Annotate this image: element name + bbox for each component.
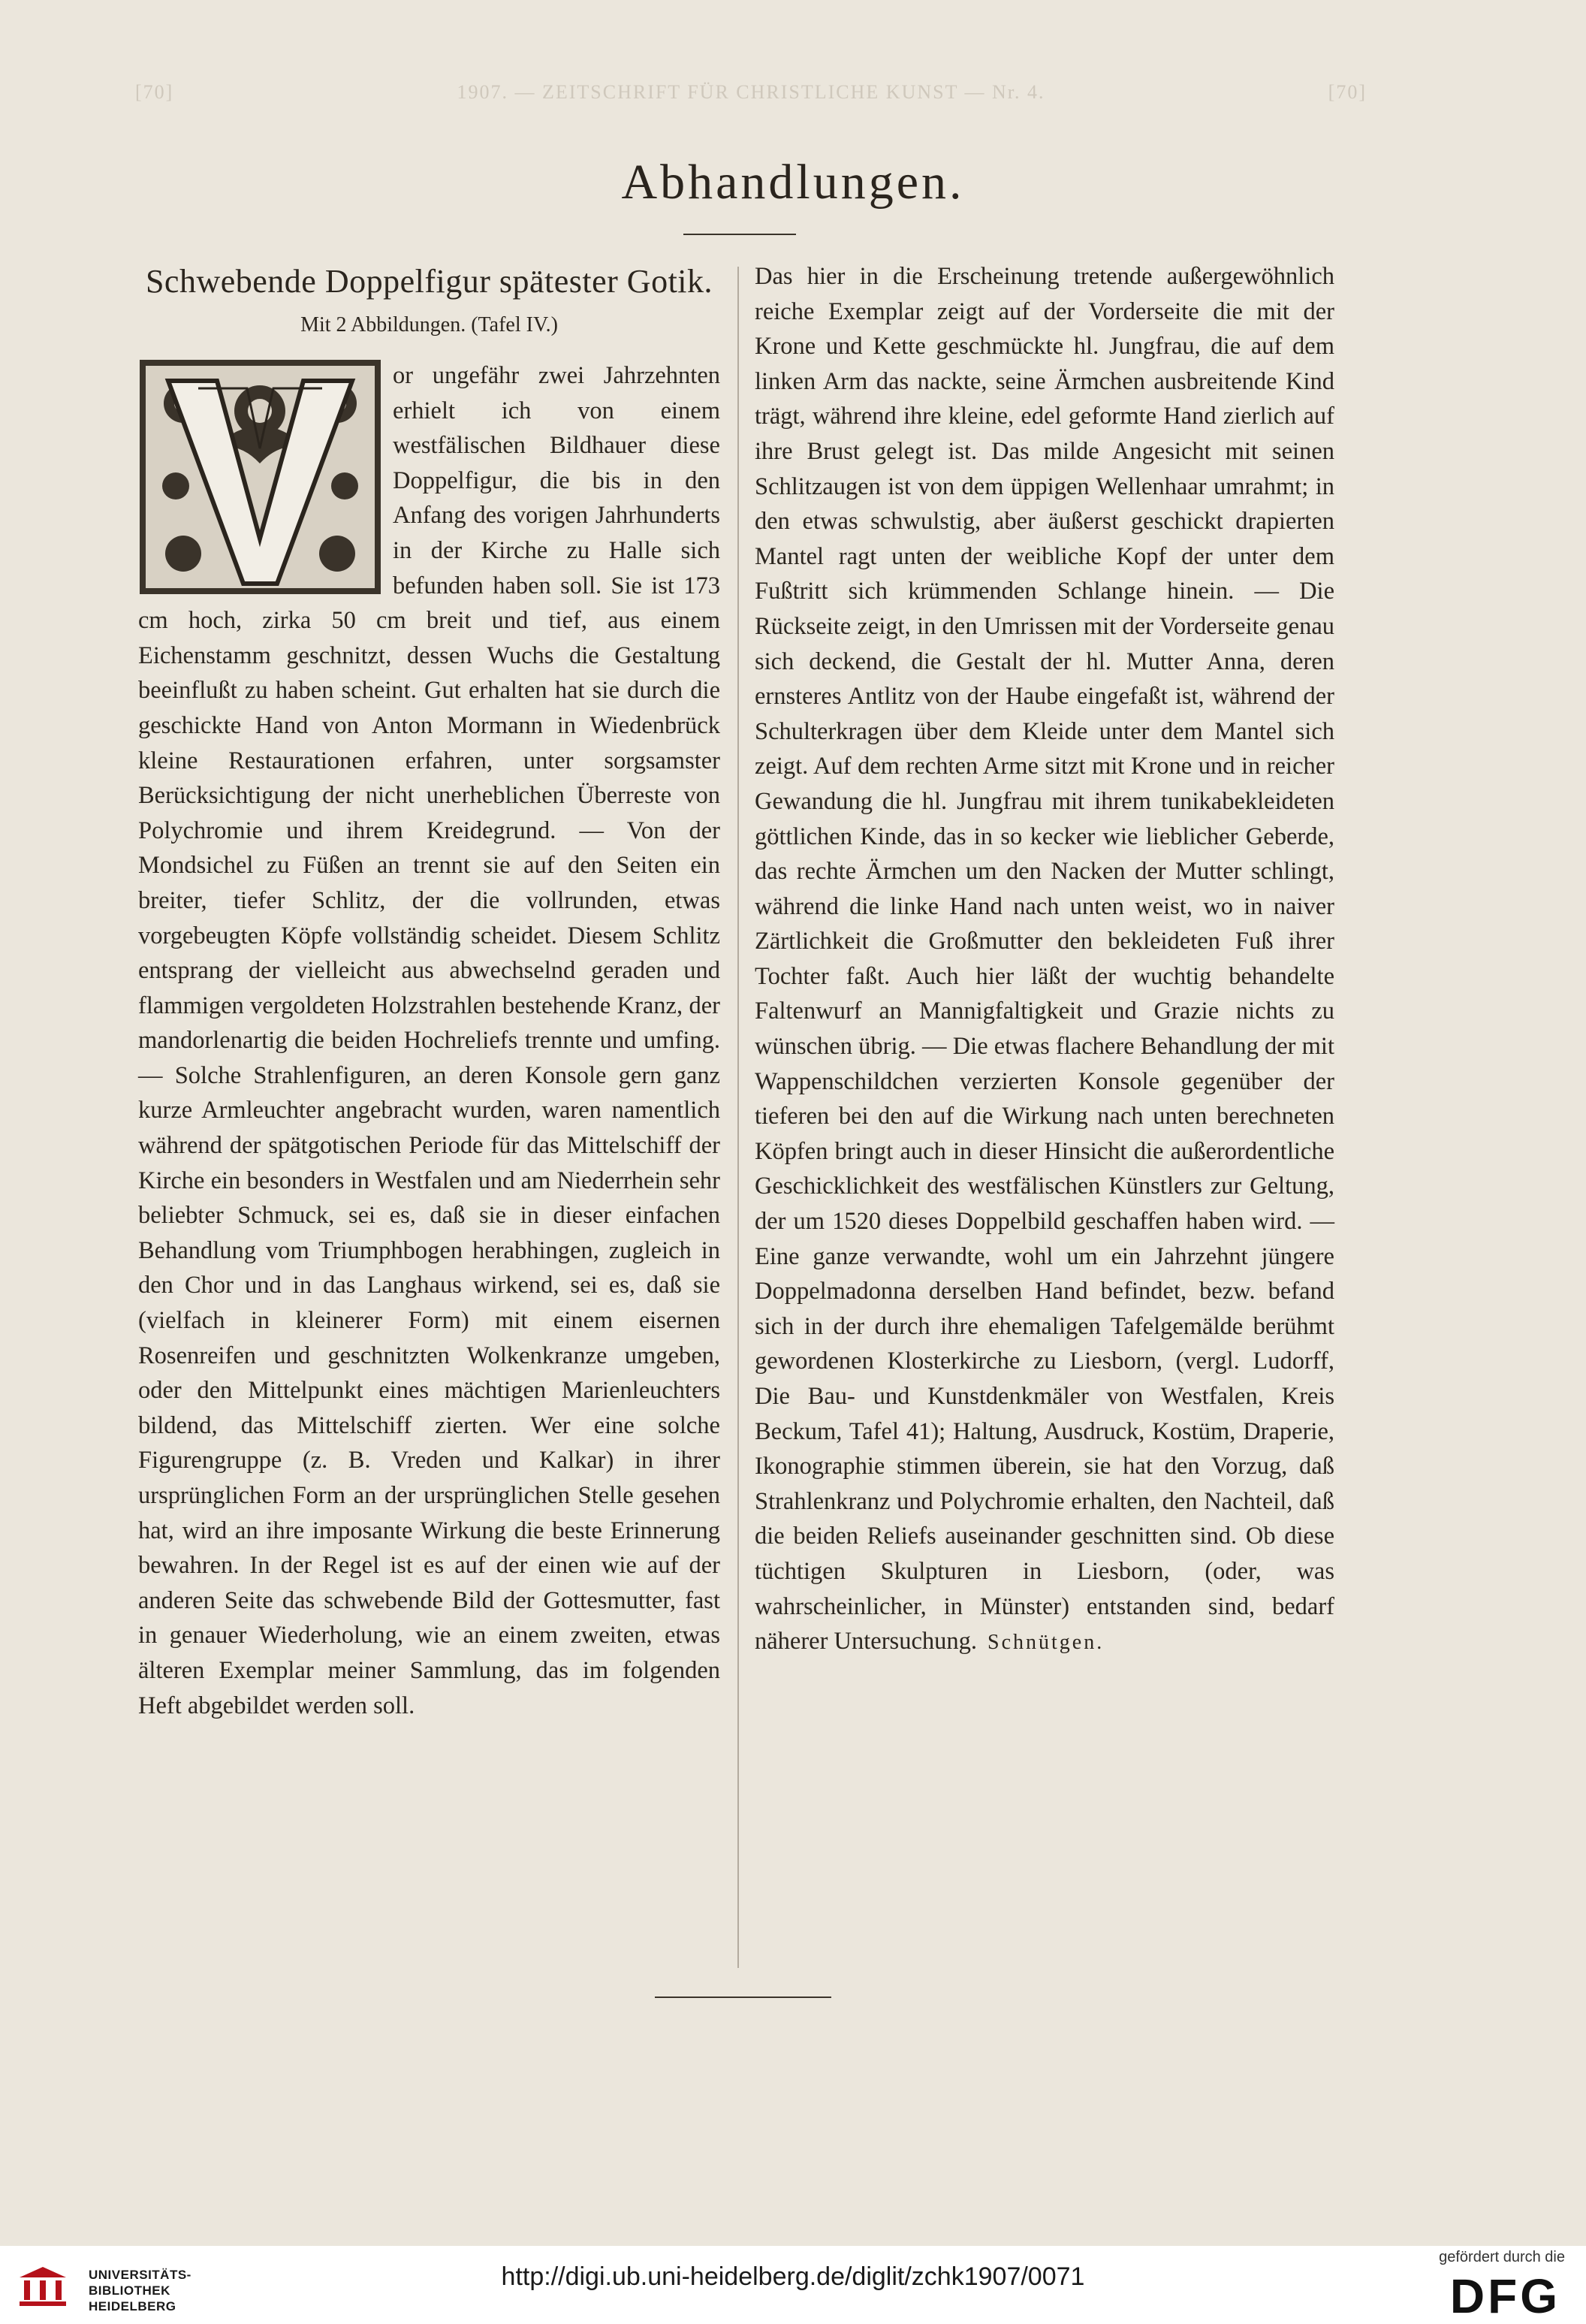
left-column (138, 259, 720, 1723)
dfg-logo: DFG (1449, 2269, 1560, 2323)
left-column-text: or ungefähr zwei Jahrzehnten erhielt ich von einem westfälischen Bildhauer diese Doppelfigur, die bis in den Anfang des vorigen Jahrhunderts in der Kirche zu Halle sich befunden haben soll. Sie ist 173 cm hoch, zirka 50 cm breit und tief, aus einem Eichenstamm geschnitzt, dessen Wuchs die Gestaltung beeinflußt zu haben scheint. Gut erhalten hat sie durch die geschickte Hand von Anton Mormann in Wiedenbrück kleine Restaurationen erfahren, unter sorgsamster Berücksichtigung der nicht unerheblichen Überreste von Polychromie und ihrem Kreidegrund. — Von der Mondsichel zu Füßen an trennt sie auf den Seiten ein breiter, tiefer Schlitz, der die vollrunden, etwas vorgebeugten Köpfe vollständig scheidet. Diesem Schlitz entsprang der vielleicht aus abwechselnd geraden und flammigen vergoldeten Holzstrahlen bestehende Kranz, der mandorlenartig die beiden Hochreliefs trennte und umfing. — Solche Strahlenfiguren, an deren Konsole gern ganz kurze Armleuchter angebracht wurden, waren namentlich während der spätgotischen Periode für das Mittelschiff der Kirche ein besonders in Westfalen und am Niederrhein sehr beliebter Schmuck, sei es, daß sie in dieser einfachen Behandlung vom Triumphbogen herabhingen, zugleich in den Chor und in das Langhaus wirkend, sei es, daß sie (vielfach in kleinerer Form) mit einem eisernen Rosenreifen und geschnitzten Wolkenkranze umgeben, oder den Mittelpunkt eines mächtigen Marienleuchters bildend, das Mittelschiff zierten. Wer eine solche Figurengruppe (z. B. Vreden und Kalkar) in ihrer ursprünglichen Form an der ursprünglichen Stelle gesehen hat, wird an ihre imposante Wirkung die beste Erinnerung bewahren. In der Regel ist es auf der einen wie auf der anderen Seite das schwebende Bild der Gottesmutter, fast in genauer Wiederholung, wie an einem zweiten, etwas älteren Exemplar meiner Sammlung, das im folgenden Heft abgebildet werden soll. (138, 362, 720, 1719)
running-header (135, 81, 1367, 104)
right-paragraph: Das hier in die Erscheinung tretende außergewöhnlich reiche Exemplar zeigt auf der Vorderseite die mit der Krone und Kette geschmückte hl. Jungfrau, die auf dem linken Arm das nackte, seine Ärmchen ausbreitende Kind trägt, während ihre kleine, edel geformte Hand zierlich auf ihre Brust gelegt ist. Das milde Angesicht mit seinen Schlitzaugen ist von dem üppigen Wellenhaar umrahmt; in den etwas schwulstig, aber äußerst geschickt drapierten Mantel ragt unten der weibliche Kopf der unter dem Fußtritt sich krümmenden Schlange hinein. — Die Rückseite zeigt, in den Umrissen mit der Vorderseite genau sich deckend, die Gestalt der hl. Mutter Anna, deren ernsteres Antlitz von der Haube eingefaßt ist, während der Schulterkragen über dem Kleide unter dem Mantel sich zeigt. Auf dem rechten Arme sitzt mit Krone und in reicher Gewandung die hl. Jungfrau mit ihrem tunikabekleideten göttlichen Kinde, das in so kecker wie lieblicher Geberde, das rechte Ärmchen um den Nacken der Mutter schlingt, während die linke Hand nach unten weist, wo in naiver Zärtlichkeit die Großmutter den bekleideten Fuß ihrer Tochter faßt. Auch hier läßt der wuchtig behandelte Faltenwurf an Mannigfaltigkeit und Grazie nichts zu wünschen übrig. — Die etwas flachere Behandlung der mit Wappenschildchen verzierten Konsole gegenüber der tieferen bei den auf die Wirkung nach unten berechneten Köpfen bringt auch in dieser Hinsicht die außerordentliche Geschicklichkeit des westfälischen Künstlers zur Geltung, der um 1520 dieses Doppelbild geschaffen haben wird. — Eine ganze verwandte, wohl um ein Jahrzehnt jüngere Doppelmadonna derselben Hand befindet, bezw. befand sich in der durch ihre ehemaligen Tafelgemälde berühmt gewordenen Klosterkirche zu Liesborn, (vergl. Ludorff, Die Bau- und Kunstdenkmäler von Westfalen, Kreis Beckum, Tafel 41); Haltung, Ausdruck, Kostüm, Draperie, Ikonographie stimmen überein, sie hat den Vorzug, daß Strahlenkranz und Polychromie erhalten, den Nachteil, daß die beiden Reliefs auseinander geschnitten sind. Ob diese tüchtigen Skulpturen in Liesborn, (oder, was wahrscheinlicher, in Münster) entstanden sind, bedarf näherer Untersuchung. (755, 263, 1334, 1655)
library-name-line: UNIVERSITÄTS- (89, 2268, 191, 2282)
header-center: 1907. — ZEITSCHRIFT FÜR CHRISTLICHE KUNST — Nr. 4. (457, 81, 1045, 103)
column-divider (737, 267, 739, 1968)
sponsor-text: gefördert durch die (1439, 2249, 1565, 2265)
ornamental-initial-v-icon (138, 358, 382, 596)
author-signature: Schnütgen. (987, 1631, 1105, 1655)
article-subtitle: Mit 2 Abbildungen. (Tafel IV.) (300, 313, 558, 337)
library-name-line: HEIDELBERG (89, 2299, 176, 2313)
right-column (755, 259, 1334, 1661)
header-left: [70] (135, 81, 174, 103)
header-right: [70] (1328, 81, 1367, 103)
article-title: Schwebende Doppelfigur spätester Gotik. (145, 263, 713, 300)
viewer-footer (0, 2246, 1586, 2323)
permalink-url[interactable]: http://digi.ub.uni-heidelberg.de/diglit/zchk1907/0071 (501, 2262, 1085, 2291)
title-rule (683, 234, 796, 235)
end-rule (655, 1997, 831, 1998)
right-column-text (755, 259, 1334, 1661)
section-title: Abhandlungen. (621, 155, 965, 210)
library-name-line: BIBLIOTHEK (89, 2283, 170, 2298)
